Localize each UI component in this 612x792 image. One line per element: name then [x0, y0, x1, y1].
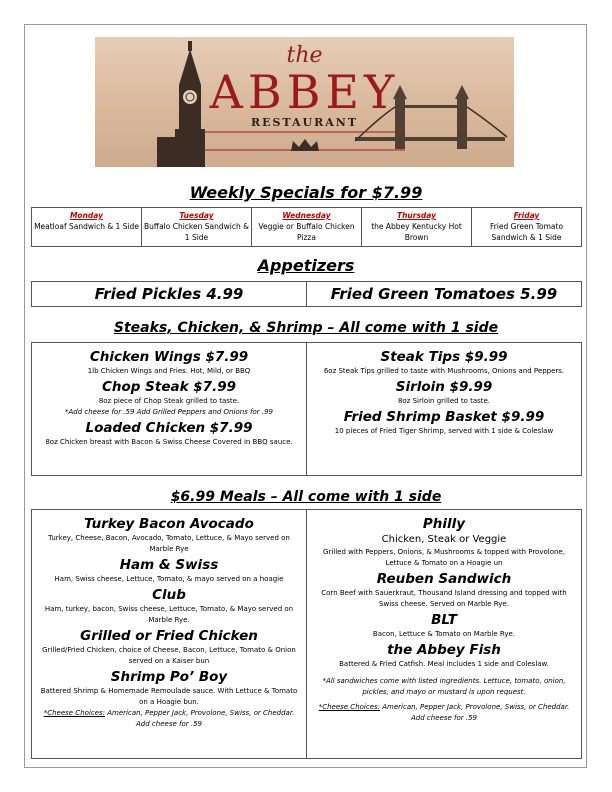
menu-item-desc: Grilled/Fried Chicken, choice of Cheese, Bacon, Lettuce, Tomato & Onion served on a Kaiser bun: [42, 646, 296, 665]
appetizers-box: [31, 281, 582, 307]
day-label: Thursday: [396, 211, 437, 220]
appetizer-item: Fried Green Tomatoes 5.99: [306, 282, 581, 306]
meals-right-column: [306, 510, 581, 758]
menu-item-desc: 8oz Chicken breast with Bacon & Swiss Cheese Covered in BBQ sauce.: [45, 438, 293, 446]
special-friday: [472, 208, 582, 247]
menu-item-name: Sirloin $9.99: [395, 379, 493, 395]
day-label: Tuesday: [179, 211, 214, 220]
meals-box: [31, 509, 582, 759]
appetizers-title: Appetizers: [257, 256, 355, 275]
menu-item-name: Loaded Chicken $7.99: [85, 420, 253, 436]
logo-name: ABBEY: [209, 65, 400, 119]
menu-item-name: Fried Shrimp Basket $9.99: [343, 409, 545, 425]
menu-item-desc: Battered & Fried Catfish. Meal includes 1 side and Coleslaw.: [339, 660, 549, 668]
menu-item-name: Philly: [422, 516, 466, 532]
menu-item-desc: 8oz piece of Chop Steak grilled to taste.: [98, 397, 240, 405]
cheese-choices-note: [38, 708, 300, 730]
menu-item-desc: Battered Shrimp & Homemade Remoulade sauce. With Lettuce & Tomato on a Hoagie bun.: [40, 687, 298, 706]
cheese-choices-label: *Cheese Choices:: [318, 703, 381, 711]
special-item: Meatloaf Sandwich & 1 Side: [34, 222, 139, 231]
logo-the: the: [286, 43, 323, 68]
restaurant-logo: [95, 37, 514, 167]
menu-item-name: the Abbey Fish: [387, 642, 501, 658]
menu-item-name: Reuben Sandwich: [376, 571, 512, 587]
menu-item-name: Chicken Wings $7.99: [89, 349, 249, 365]
menu-item-desc: Bacon, Lettuce & Tomato on Marble Rye.: [372, 630, 516, 638]
special-item: Buffalo Chicken Sandwich & 1 Side: [144, 222, 249, 242]
menu-item-desc: Ham, turkey, bacon, Swiss cheese, Lettuce, Tomato, & Mayo served on Marble Rye.: [44, 605, 294, 624]
special-monday: [32, 208, 142, 247]
menu-item-desc: Corn Beef with Sauerkraut, Thousand Island dressing and topped with Swiss cheese. Served on Marble Rye.: [321, 589, 567, 608]
special-tuesday: [142, 208, 252, 247]
cheese-choices-note: [313, 702, 575, 724]
steaks-right-column: [306, 343, 581, 475]
cheese-choices-label: *Cheese Choices:: [43, 709, 106, 717]
menu-item-desc: 8oz Sirloin grilled to taste.: [397, 397, 491, 405]
meals-title: $6.99 Meals – All come with 1 side: [170, 489, 442, 505]
steaks-title: Steaks, Chicken, & Shrimp – All come with 1 side: [113, 320, 499, 336]
menu-item-desc: 10 pieces of Fried Tiger Shrimp, served with 1 side & Coleslaw: [334, 427, 554, 435]
special-item: Fried Green Tomato Sandwich & 1 Side: [489, 222, 564, 242]
steaks-box: [31, 342, 582, 476]
weekly-specials-title: Weekly Specials for $7.99: [189, 183, 423, 202]
menu-item-name: Steak Tips $9.99: [380, 349, 508, 365]
day-label: Monday: [69, 211, 104, 220]
steaks-left-column: [32, 343, 306, 475]
cheese-choices-text: American, Pepper Jack, Provolone, Swiss, or Cheddar. Add cheese for .59: [105, 709, 295, 728]
special-wednesday: [252, 208, 362, 247]
menu-item-name: Ham & Swiss: [119, 557, 219, 573]
menu-item-desc: Turkey, Cheese, Bacon, Avocado, Tomato, Lettuce, & Mayo served on Marble Rye: [48, 534, 290, 553]
menu-item-subtitle: Chicken, Steak or Veggie: [381, 534, 507, 545]
menu-item-name: BLT: [431, 612, 457, 628]
menu-item-name: Club: [152, 587, 186, 603]
special-item: Veggie or Buffalo Chicken Pizza: [258, 222, 355, 242]
menu-item-name: Shrimp Po’ Boy: [110, 669, 228, 685]
cheese-choices-text: American, Pepper Jack, Provolone, Swiss, or Cheddar. Add cheese for .59: [380, 703, 570, 722]
meals-left-column: [32, 510, 306, 758]
day-label: Wednesday: [282, 211, 331, 220]
menu-item-desc: 1lb Chicken Wings and Fries. Hot, Mild, or BBQ: [87, 367, 251, 375]
day-label: Friday: [513, 211, 540, 220]
menu-item-desc: Grilled with Peppers, Onions, & Mushrooms & topped with Provolone, Lettuce & Tomato on a Hoagie un: [323, 548, 565, 567]
logo-subtitle: RESTAURANT: [250, 116, 359, 129]
menu-item-note: *Add cheese for .59 Add Grilled Peppers and Onions for .99: [64, 408, 274, 416]
menu-item-name: Chop Steak $7.99: [102, 379, 236, 395]
special-item: the Abbey Kentucky Hot Brown: [371, 222, 462, 242]
menu-item-name: Turkey Bacon Avocado: [84, 516, 254, 532]
menu-item-desc: Ham, Swiss cheese, Lettuce, Tomato, & mayo served on a hoagie: [54, 575, 284, 583]
appetizer-item: Fried Pickles 4.99: [94, 285, 244, 303]
special-thursday: [362, 208, 472, 247]
weekly-specials-table: [31, 207, 582, 247]
menu-item-name: Grilled or Fried Chicken: [80, 628, 258, 644]
sandwich-ingredients-note: *All sandwiches come with listed ingredients. Lettuce, tomato, onion, pickles, and mayo or mustard is upon request.: [322, 677, 566, 696]
menu-item-desc: 6oz Steak Tips grilled to taste with Mushrooms, Onions and Peppers.: [323, 367, 565, 375]
